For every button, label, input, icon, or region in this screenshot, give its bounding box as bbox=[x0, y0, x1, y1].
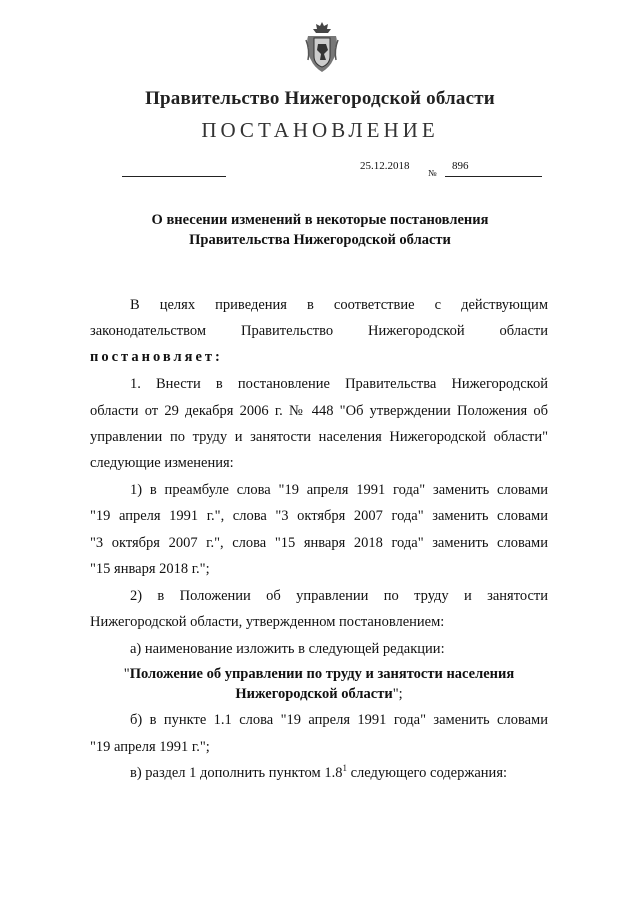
number-underline bbox=[445, 176, 542, 177]
quoted-title-line-2 bbox=[90, 684, 548, 704]
sub2-line-1: 2) в Положении об управлении по труду и занятости bbox=[130, 588, 548, 604]
sub1-line-4: "15 января 2018 г."; bbox=[90, 561, 210, 577]
document-date: 25.12.2018 bbox=[360, 160, 410, 172]
p1-line-1: В целях приведения в соответствие с действующим bbox=[130, 297, 548, 313]
sub1-line-3: "3 октября 2007 г.", слова "15 января 2018 года" заменить словами bbox=[90, 535, 548, 551]
government-title: Правительство Нижегородской области bbox=[145, 88, 495, 109]
a-line: а) наименование изложить в следующей редакции: bbox=[130, 641, 445, 657]
item1-line-3: управлении по труду и занятости населения Нижегородской области" bbox=[90, 429, 548, 445]
quoted-title-line-1 bbox=[90, 664, 548, 684]
quoted-new-title bbox=[90, 664, 548, 704]
p1-line-3-resolves: постановляет: bbox=[90, 349, 223, 365]
subject-line-1: О внесении изменений в некоторые постановления bbox=[151, 212, 489, 228]
b-line-1: б) в пункте 1.1 слова "19 апреля 1991 года" заменить словами bbox=[130, 712, 548, 728]
v-superscript: 1 bbox=[342, 763, 347, 774]
sub1-line-2: "19 апреля 1991 г.", слова "3 октября 2007 года" заменить словами bbox=[90, 508, 548, 524]
coat-of-arms-emblem bbox=[304, 20, 340, 76]
v-suffix: следующего содержания: bbox=[346, 765, 508, 781]
item1-line-4: следующие изменения: bbox=[90, 455, 234, 471]
subject-line-2: Правительства Нижегородской области bbox=[189, 232, 451, 248]
left-blank-line bbox=[122, 176, 226, 177]
quote-close: "; bbox=[392, 686, 403, 702]
v-line bbox=[130, 760, 548, 787]
document-number: 896 bbox=[452, 160, 469, 172]
item1-line-1: 1. Внести в постановление Правительства Нижегородской bbox=[130, 376, 548, 392]
quote-open: " bbox=[123, 666, 130, 682]
number-sign: № bbox=[428, 168, 437, 178]
sub2-line-2: Нижегородской области, утвержденном постановлением: bbox=[90, 614, 445, 630]
quoted-title-text-1: Положение об управлении по труду и занятости населения bbox=[129, 666, 515, 682]
v-prefix: в) раздел 1 дополнить пунктом 1.8 bbox=[130, 765, 343, 781]
p1-line-2: законодательством Правительство Нижегородской области bbox=[90, 323, 548, 339]
document-type: ПОСТАНОВЛЕНИЕ bbox=[201, 118, 439, 142]
sub1-line-1: 1) в преамбуле слова "19 апреля 1991 года" заменить словами bbox=[130, 482, 548, 498]
document-subject bbox=[80, 210, 560, 250]
quoted-title-text-2: Нижегородской области bbox=[235, 686, 393, 702]
item1-line-2: области от 29 декабря 2006 г. № 448 "Об утверждении Положения об bbox=[90, 403, 548, 419]
b-line-2: "19 апреля 1991 г."; bbox=[90, 739, 210, 755]
